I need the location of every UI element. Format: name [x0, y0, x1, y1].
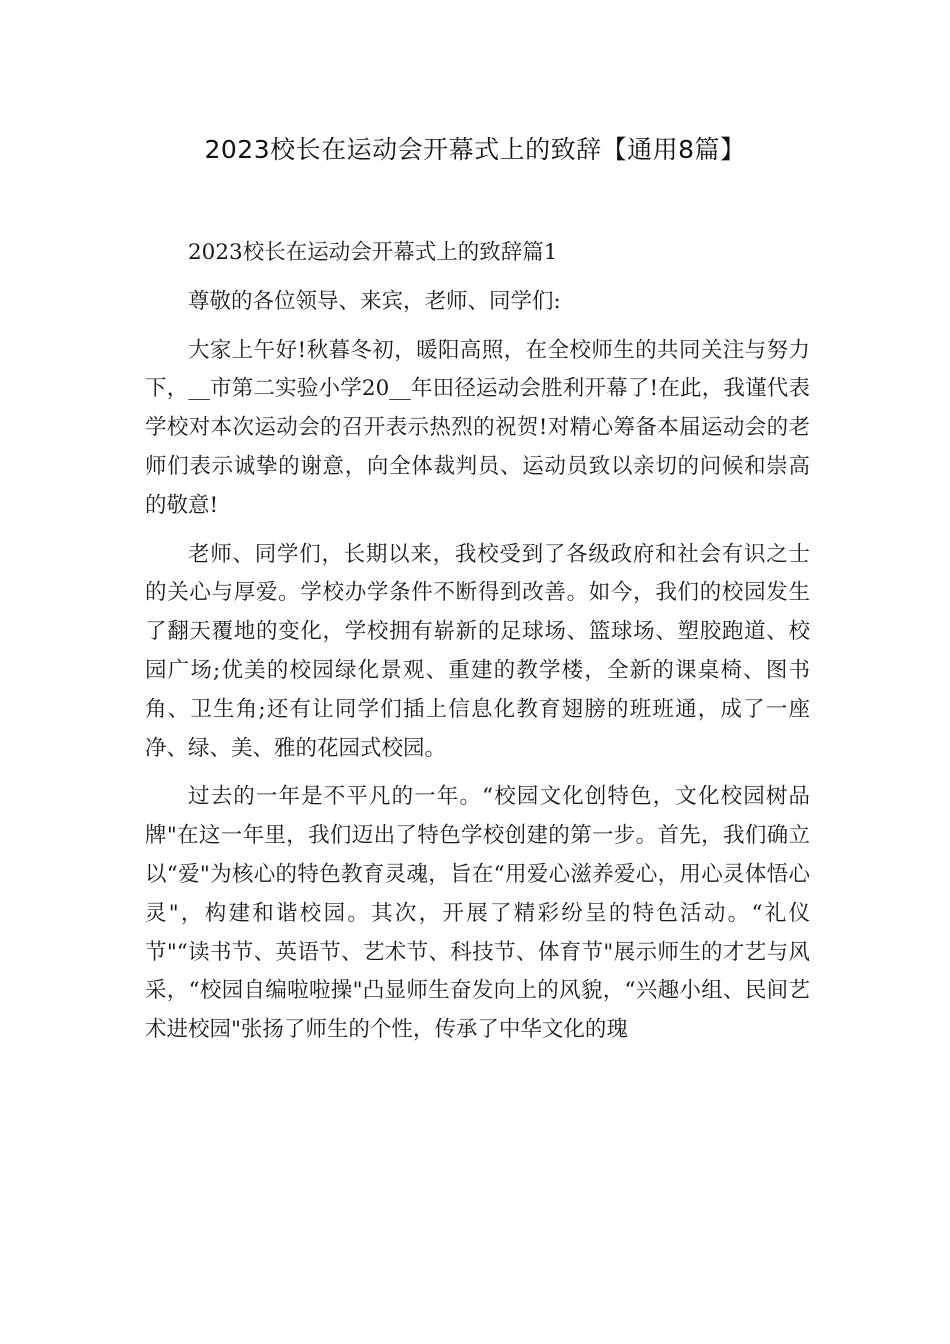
paragraph: 过去的一年是不平凡的一年。“校园文化创特色，文化校园树品牌"在这一年里，我们迈出了特色学校创建的第一步。首先，我们确立以“爱"为核心的特色教育灵魂，旨在“用爱心滋养爱心，用心灵体悟心灵"，构建和谐校园。其次，开展了精彩纷呈的特色活动。“礼仪节"“读书节、英语节、艺术节、科技节、体育节"展示师生的才艺与风采，“校园自编啦啦操"凸显师生奋发向上的风貌，“兴趣小组、民间艺术进校园"张扬了师生的个性，传承了中华文化的瑰	[145, 784, 810, 1043]
document-body	[145, 234, 810, 1050]
paragraph: 大家上午好!秋暮冬初，暖阳高照，在全校师生的共同关注与努力下，__市第二实验小学20__年田径运动会胜利开幕了!在此，我谨代表学校对本次运动会的召开表示热烈的祝贺!对精心筹备本届运动会的老师们表示诚挚的谢意，向全体裁判员、运动员致以亲切的问候和崇高的敬意!	[145, 337, 810, 518]
document-title: 2023校长在运动会开幕式上的致辞【通用8篇】	[204, 135, 746, 164]
salutation: 尊敬的各位领导、来宾，老师、同学们:	[188, 288, 561, 314]
paragraph: 老师、同学们，长期以来，我校受到了各级政府和社会有识之士的关心与厚爱。学校办学条件不断得到改善。如今，我们的校园发生了翻天覆地的变化，学校拥有崭新的足球场、篮球场、塑胶跑道、校园广场;优美的校园绿化景观、重建的教学楼，全新的课桌椅、图书角、卫生角;还有让同学们插上信息化教育翅膀的班班通，成了一座净、绿、美、雅的花园式校园。	[145, 541, 810, 761]
section-heading: 2023校长在运动会开幕式上的致辞篇1	[188, 240, 558, 265]
